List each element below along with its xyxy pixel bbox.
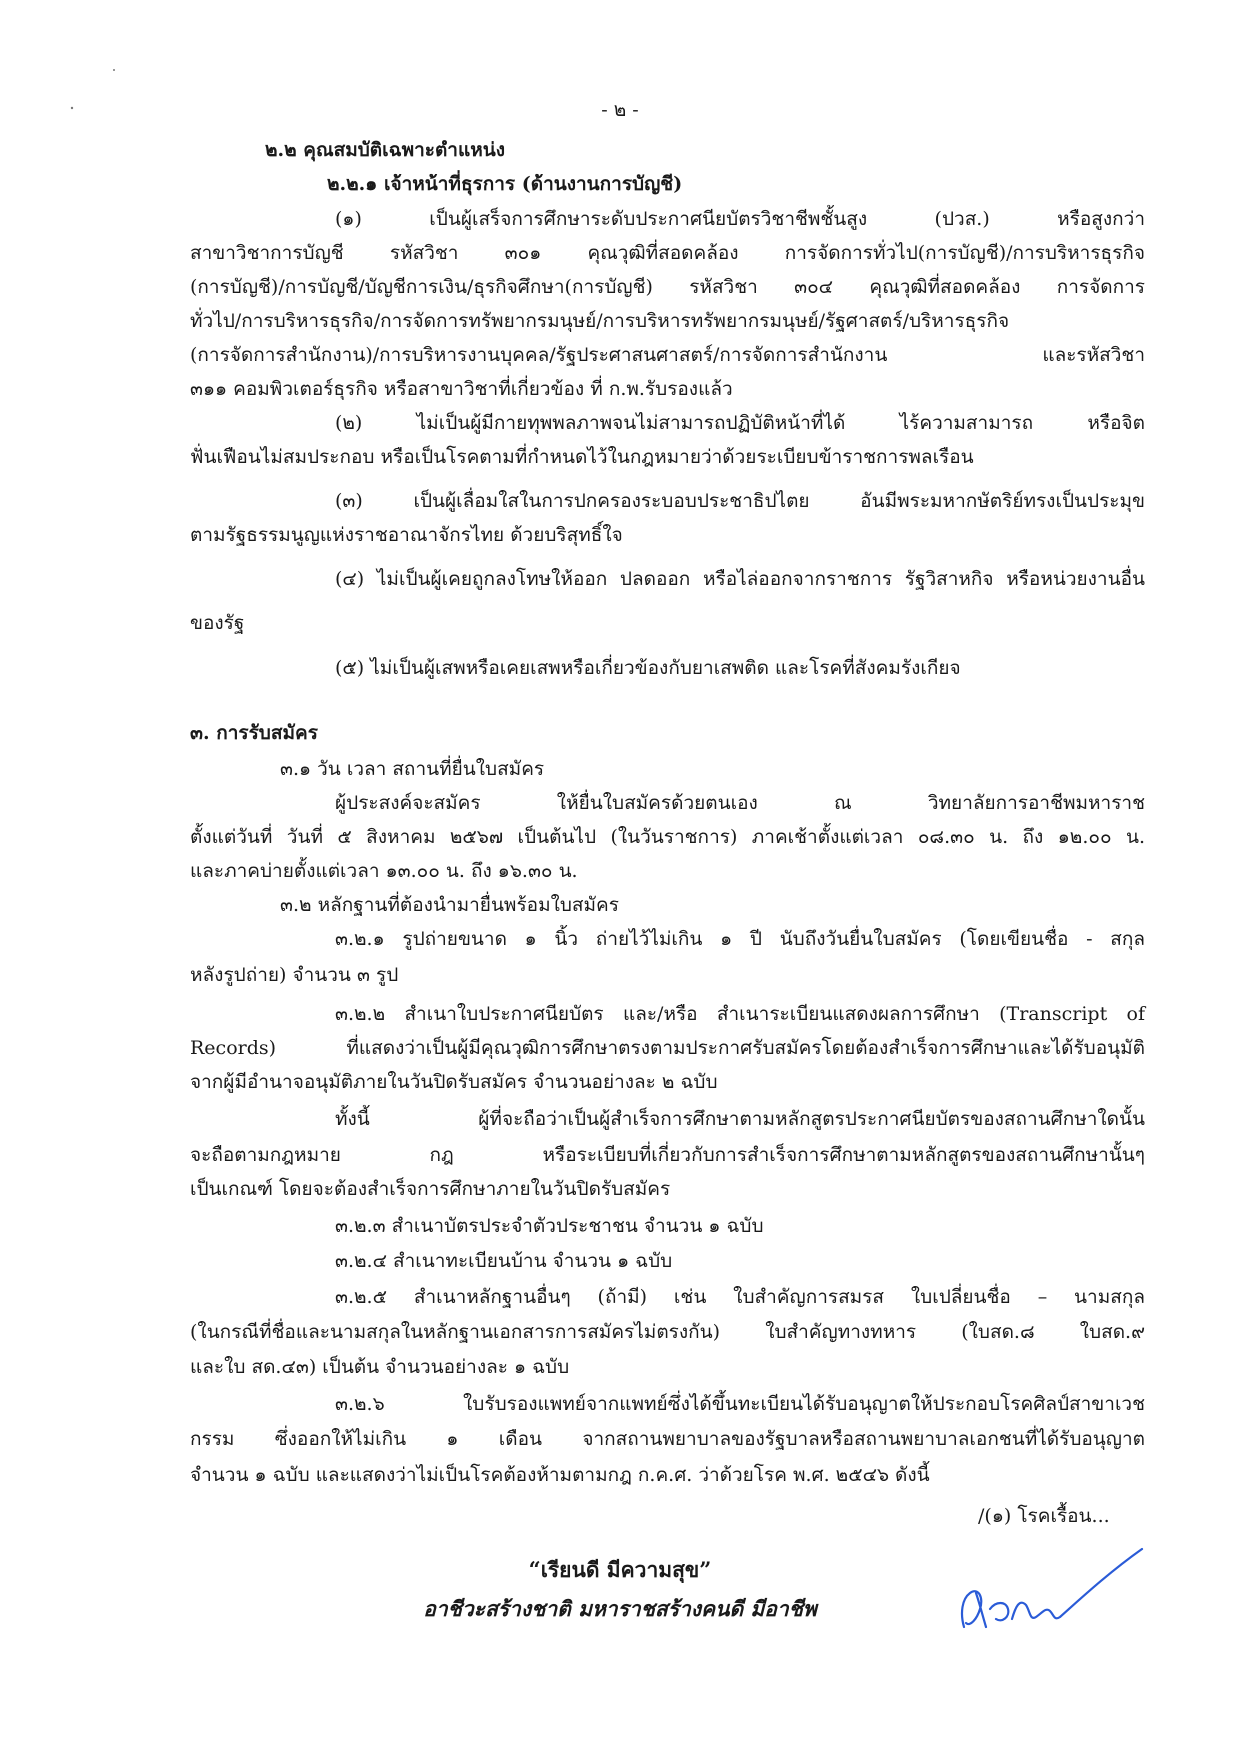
motto-line-2: อาชีวะสร้างชาติ มหาราชสร้างคนดี มีอาชีพ (423, 1596, 817, 1621)
motto-line-1: “เรียนดี มีความสุข” (528, 1557, 712, 1582)
section-3-heading: ๓. การรับสมัคร (190, 722, 318, 744)
continuation-note: /(๑) โรคเรื้อน... (978, 1505, 1110, 1527)
item-1-line-6: ๓๑๑ คอมพิวเตอร์ธุรกิจ หรือสาขาวิชาที่เกี่ยวข้อง ที่ ก.พ.รับรองแล้ว (190, 378, 733, 400)
section-3-2-5-line-3: และใบ สด.๔๓) เป็นต้น จำนวนอย่างละ ๑ ฉบับ (190, 1356, 570, 1378)
section-2-2-heading: ๒.๒ คุณสมบัติเฉพาะตำแหน่ง (265, 139, 506, 161)
section-3-2-2-note-line-1: ทั้งนี้ ผู้ที่จะถือว่าเป็นผู้สำเร็จการศึกษาตามหลักสูตรประกาศนียบัตรของสถานศึกษาใดนั้น (335, 1108, 1145, 1130)
item-3-line-1: (๓) เป็นผู้เลื่อมใสในการปกครองระบอบประชาธิปไตย อันมีพระมหากษัตริย์ทรงเป็นประมุข (335, 490, 1145, 512)
item-2-line-2: ฟั่นเฟือนไม่สมประกอบ หรือเป็นโรคตามที่กำหนดไว้ในกฎหมายว่าด้วยระเบียบข้าราชการพลเรือน (190, 446, 974, 468)
item-4-line-2: ของรัฐ (190, 612, 245, 634)
item-2-line-1: (๒) ไม่เป็นผู้มีกายทุพพลภาพจนไม่สามารถปฏิบัติหน้าที่ได้ ไร้ความสามารถ หรือจิต (335, 412, 1145, 434)
section-3-2-2-note-line-2: จะถือตามกฎหมาย กฎ หรือระเบียบที่เกี่ยวกับการสำเร็จการศึกษาตามหลักสูตรของสถานศึกษานั้นๆ (190, 1144, 1145, 1166)
section-3-1-line-3: และภาคบ่ายตั้งแต่เวลา ๑๓.๐๐ น. ถึง ๑๖.๓๐ น. (190, 860, 578, 882)
section-3-1-title: ๓.๑ วัน เวลา สถานที่ยื่นใบสมัคร (280, 758, 545, 780)
item-5: (๕) ไม่เป็นผู้เสพหรือเคยเสพหรือเกี่ยวข้องกับยาเสพติด และโรคที่สังคมรังเกียจ (335, 657, 961, 679)
section-3-2-2-note-line-3: เป็นเกณฑ์ โดยจะต้องสำเร็จการศึกษาภายในวันปิดรับสมัคร (190, 1178, 671, 1200)
section-3-2-6-line-3: จำนวน ๑ ฉบับ และแสดงว่าไม่เป็นโรคต้องห้ามตามกฎ ก.ค.ศ. ว่าด้วยโรค พ.ศ. ๒๕๔๖ ดังนี้ (190, 1464, 930, 1486)
section-3-2-6-line-1: ๓.๒.๖ ใบรับรองแพทย์จากแพทย์ซึ่งได้ขึ้นทะเบียนได้รับอนุญาตให้ประกอบโรคศิลป์สาขาเวช (335, 1393, 1145, 1415)
section-3-1-line-1: ผู้ประสงค์จะสมัคร ให้ยื่นใบสมัครด้วยตนเอง ณ วิทยาลัยการอาชีพมหาราช (335, 792, 1145, 814)
section-3-2-2-line-3: จากผู้มีอำนาจอนุมัติภายในวันปิดรับสมัคร จำนวนอย่างละ ๒ ฉบับ (190, 1071, 718, 1093)
section-3-2-1-line-2: หลังรูปถ่าย) จำนวน ๓ รูป (190, 964, 399, 986)
item-1-line-1: (๑) เป็นผู้เสร็จการศึกษาระดับประกาศนียบัตรวิชาชีพชั้นสูง (ปวส.) หรือสูงกว่า (335, 208, 1145, 230)
section-3-2-2-line-2: Records) ที่แสดงว่าเป็นผู้มีคุณวุฒิการศึกษาตรงตามประกาศรับสมัครโดยต้องสำเร็จการศึกษาและได้รับอนุมัติ (190, 1037, 1145, 1059)
section-3-1-line-2: ตั้งแต่วันที่ วันที่ ๕ สิงหาคม ๒๕๖๗ เป็นต้นไป (ในวันราชการ) ภาคเช้าตั้งแต่เวลา ๐๘.๓๐ น. ถึง ๑๒.๐๐ น. (190, 826, 1145, 848)
section-3-2-5-line-2: (ในกรณีที่ชื่อและนามสกุลในหลักฐานเอกสารการสมัครไม่ตรงกัน) ใบสำคัญทางทหาร (ใบสด.๘ ใบสด.๙ (190, 1321, 1145, 1343)
section-3-2-title: ๓.๒ หลักฐานที่ต้องนำมายื่นพร้อมใบสมัคร (280, 894, 619, 916)
page-number: - ๒ - (601, 99, 639, 121)
section-3-2-2-line-1: ๓.๒.๒ สำเนาใบประกาศนียบัตร และ/หรือ สำเนาระเบียนแสดงผลการศึกษา (Transcript of (335, 1003, 1145, 1025)
section-3-2-5-line-1: ๓.๒.๕ สำเนาหลักฐานอื่นๆ (ถ้ามี) เช่น ใบสำคัญการสมรส ใบเปลี่ยนชื่อ – นามสกุล (335, 1286, 1145, 1308)
section-3-2-6-line-2: กรรม ซึ่งออกให้ไม่เกิน ๑ เดือน จากสถานพยาบาลของรัฐบาลหรือสถานพยาบาลเอกชนที่ได้รับอนุญาต (190, 1428, 1145, 1450)
section-3-2-4: ๓.๒.๔ สำเนาทะเบียนบ้าน จำนวน ๑ ฉบับ (335, 1250, 673, 1272)
item-1-line-4: ทั่วไป/การบริหารธุรกิจ/การจัดการทรัพยากรมนุษย์/การบริหารทรัพยากรมนุษย์/รัฐศาสตร์/บริหารธุรกิจ (190, 310, 1010, 332)
section-3-2-1-line-1: ๓.๒.๑ รูปถ่ายขนาด ๑ นิ้ว ถ่ายไว้ไม่เกิน ๑ ปี นับถึงวันยื่นใบสมัคร (โดยเขียนชื่อ - สกุล (335, 928, 1145, 950)
item-3-line-2: ตามรัฐธรรมนูญแห่งราชอาณาจักรไทย ด้วยบริสุทธิ์ใจ (190, 524, 623, 546)
section-3-2-3: ๓.๒.๓ สำเนาบัตรประจำตัวประชาชน จำนวน ๑ ฉบับ (335, 1215, 764, 1237)
item-4-line-1: (๔) ไม่เป็นผู้เคยถูกลงโทษให้ออก ปลดออก หรือไล่ออกจากราชการ รัฐวิสาหกิจ หรือหน่วยงานอื่น (335, 568, 1145, 590)
item-1-line-2: สาขาวิชาการบัญชี รหัสวิชา ๓๐๑ คุณวุฒิที่สอดคล้อง การจัดการทั่วไป(การบัญชี)/การบริหารธุรกิจ (190, 242, 1145, 264)
signature (950, 1535, 1150, 1645)
item-1-line-3: (การบัญชี)/การบัญชี/บัญชีการเงิน/ธุรกิจศึกษา(การบัญชี) รหัสวิชา ๓๐๔ คุณวุฒิที่สอดคล้อง การจัดการ (190, 276, 1145, 298)
item-1-line-5: (การจัดการสำนักงาน)/การบริหารงานบุคคล/รัฐประศาสนศาสตร์/การจัดการสำนักงาน และรหัสวิชา (190, 344, 1145, 366)
section-2-2-1-heading: ๒.๒.๑ เจ้าหน้าที่ธุรการ (ด้านงานการบัญชี) (327, 173, 683, 195)
